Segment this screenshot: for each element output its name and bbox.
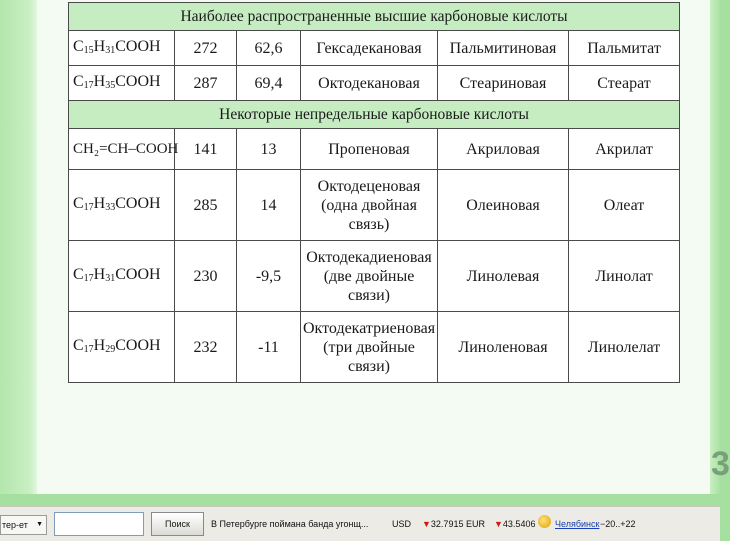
trivial-name-cell: Пальмитиновая [438, 31, 569, 66]
table-row [69, 66, 680, 101]
name-cell: Октодекановая [301, 66, 438, 101]
mass-cell: 285 [175, 170, 237, 241]
table-row [69, 170, 680, 241]
table-row [69, 31, 680, 66]
trivial-name-cell: Стеариновая [438, 66, 569, 101]
temp-cell: 62,6 [237, 31, 301, 66]
table-row [69, 241, 680, 312]
news-ticker-link[interactable]: В Петербурге поймана банда угонщ... [211, 519, 369, 529]
name-cell: Октодекатриеновая (три двойные связи) [301, 312, 438, 383]
name-cell: Октодекадиеновая (две двойные связи) [301, 241, 438, 312]
temp-cell: 14 [237, 170, 301, 241]
temp-cell: -9,5 [237, 241, 301, 312]
section-header-saturated: Наиболее распространенные высшие карбоновые кислоты [69, 3, 680, 31]
mass-cell: 141 [175, 129, 237, 170]
usd-rate: ▼32.7915 [422, 519, 464, 529]
eur-rate: ▼43.5406 [494, 519, 536, 529]
search-input[interactable] [54, 512, 144, 536]
salt-cell: Стеарат [569, 66, 680, 101]
slide-number-fragment: 3 [711, 445, 730, 483]
formula-cell: $C_{17}H_{31}COOH$ [69, 241, 175, 312]
salt-cell: Линолат [569, 241, 680, 312]
weather-temperature: −20..+22 [600, 519, 636, 529]
weather-city-link[interactable]: Челябинск [555, 519, 600, 529]
trivial-name-cell: Акриловая [438, 129, 569, 170]
salt-cell: Олеат [569, 170, 680, 241]
eur-label: EUR [466, 519, 486, 529]
down-arrow-icon: ▼ [422, 519, 431, 529]
temp-cell: 69,4 [237, 66, 301, 101]
search-engine-dropdown[interactable]: тер-ет ▼ [0, 515, 47, 535]
table-row [69, 312, 680, 383]
formula-cell: $C_{17}H_{33}COOH$ [69, 170, 175, 241]
section-header-unsaturated: Некоторые непредельные карбоновые кислоты [69, 101, 680, 129]
trivial-name-cell: Линоленовая [438, 312, 569, 383]
trivial-name-cell: Линолевая [438, 241, 569, 312]
salt-cell: Акрилат [569, 129, 680, 170]
salt-cell: Линолелат [569, 312, 680, 383]
mass-cell: 230 [175, 241, 237, 312]
usd-label: USD [392, 519, 412, 529]
search-button[interactable]: Поиск [151, 512, 204, 536]
temp-cell: -11 [237, 312, 301, 383]
salt-cell: Пальмитат [569, 31, 680, 66]
mass-cell: 272 [175, 31, 237, 66]
browser-toolbar [0, 506, 720, 541]
temp-cell: 13 [237, 129, 301, 170]
name-cell: Октодеценовая (одна двойная связь) [301, 170, 438, 241]
dropdown-arrow-icon: ▼ [36, 521, 43, 528]
mass-cell: 287 [175, 66, 237, 101]
name-cell: Гексадекановая [301, 31, 438, 66]
trivial-name-cell: Олеиновая [438, 170, 569, 241]
formula-cell: $C_{15}H_{31}COOH$ [69, 31, 175, 66]
weather-sun-icon [538, 515, 551, 528]
formula-cell: $C_{17}H_{35}COOH$ [69, 66, 175, 101]
formula-cell: $C_{17}H_{29}COOH$ [69, 312, 175, 383]
formula-cell: CH₂=CH–COOH [69, 129, 175, 170]
table-row [69, 129, 680, 170]
mass-cell: 232 [175, 312, 237, 383]
name-cell: Пропеновая [301, 129, 438, 170]
down-arrow-icon: ▼ [494, 519, 503, 529]
carboxylic-acids-table [68, 2, 680, 383]
slide-bottom-strip [0, 494, 720, 506]
